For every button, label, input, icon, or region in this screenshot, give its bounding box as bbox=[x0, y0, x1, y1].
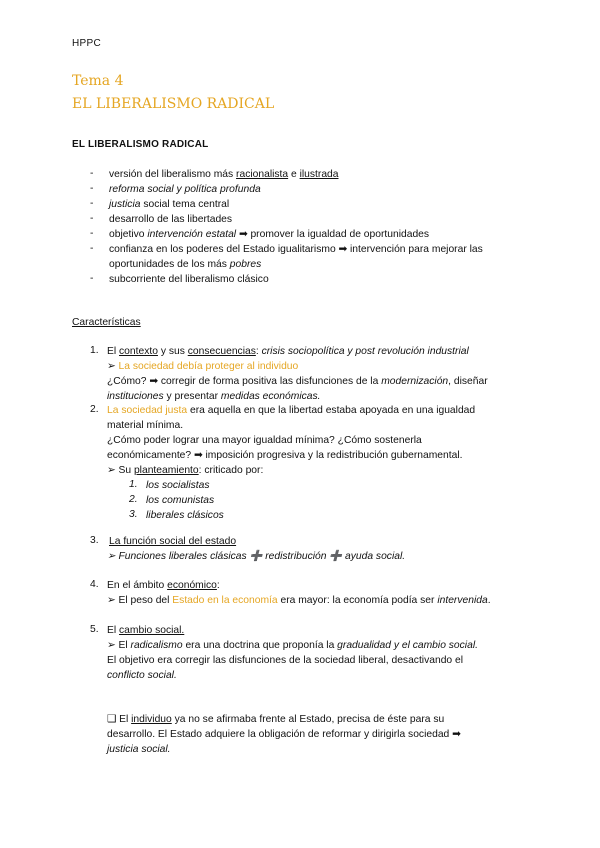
item-text: conflicto social. bbox=[107, 670, 177, 681]
numbered-item bbox=[107, 578, 220, 593]
text-underlined: cambio social. bbox=[119, 625, 185, 636]
highlight-text: La sociedad debía proteger al individuo bbox=[118, 361, 299, 372]
sub-item bbox=[107, 638, 478, 653]
bullet-dash: - bbox=[90, 198, 94, 209]
sub-list-item: los socialistas bbox=[146, 480, 210, 491]
bullet-dash: - bbox=[90, 183, 94, 194]
caracteristicas-heading: Características bbox=[72, 317, 141, 328]
numbered-item: La función social del estado bbox=[109, 536, 237, 547]
text-underlined: planteamiento bbox=[133, 465, 199, 476]
bullet-dash: - bbox=[90, 243, 94, 254]
text-underlined: racionalista bbox=[236, 169, 289, 180]
item-text: ¿Cómo poder lograr una mayor igualdad mínima? ¿Cómo sostenerla bbox=[107, 435, 422, 446]
bullet-dash: - bbox=[90, 213, 94, 224]
list-item: confianza en los poderes del Estado igualitarismo ➡ intervención para mejorar las bbox=[109, 244, 483, 255]
list-item: desarrollo de las libertades bbox=[109, 214, 233, 225]
text: . bbox=[487, 595, 491, 606]
item-text bbox=[107, 374, 488, 389]
item-text: El objetivo era corregir las disfunciones de la sociedad liberal, desactivando el bbox=[107, 655, 464, 666]
sub-item bbox=[107, 463, 263, 478]
text-italic: justicia bbox=[109, 199, 141, 210]
page-title-line1: Tema 4 bbox=[72, 73, 124, 89]
text-underlined: ilustrada bbox=[299, 169, 339, 180]
text: objetivo bbox=[109, 229, 148, 240]
item-text: económicamente? ➡ imposición progresiva y la redistribución gubernamental. bbox=[107, 450, 463, 461]
final-paragraph-line: desarrollo. El Estado adquiere la obligación de reformar y dirigirla sociedad ➡ bbox=[107, 729, 461, 740]
item-number: 3. bbox=[90, 535, 99, 546]
item-number: 2. bbox=[90, 404, 99, 415]
list-item bbox=[109, 167, 339, 182]
text: : bbox=[255, 346, 262, 357]
sub-item: ➢ Funciones liberales clásicas ➕ redistribución ➕ ayuda social. bbox=[107, 551, 406, 562]
checkbox-bullet-text: ❑ El bbox=[107, 714, 132, 725]
highlight-text: Estado en la economía bbox=[172, 595, 278, 606]
numbered-item bbox=[107, 623, 184, 638]
item-number: 4. bbox=[90, 579, 99, 590]
text: e bbox=[288, 169, 300, 180]
final-paragraph-line bbox=[107, 712, 444, 727]
item-number: 5. bbox=[90, 624, 99, 635]
page-title-line2: EL LIBERALISMO RADICAL bbox=[72, 96, 275, 112]
text: : criticado por: bbox=[198, 465, 264, 476]
bullet-dash: - bbox=[90, 168, 94, 179]
sub-item bbox=[107, 359, 298, 374]
text: , diseñar bbox=[448, 376, 488, 387]
item-number: 1. bbox=[90, 345, 99, 356]
text-italic: medidas económicas. bbox=[220, 391, 321, 402]
sub-item-number: 2. bbox=[129, 494, 138, 505]
text: El bbox=[107, 346, 120, 357]
text-underlined: individuo bbox=[131, 714, 172, 725]
text-underlined: consecuencias bbox=[187, 346, 256, 357]
page-header: HPPC bbox=[72, 38, 101, 49]
section-heading: EL LIBERALISMO RADICAL bbox=[72, 139, 209, 150]
text: El bbox=[107, 625, 120, 636]
text-italic: instituciones bbox=[107, 391, 164, 402]
list-item bbox=[109, 227, 429, 242]
text-italic: pobres bbox=[229, 259, 262, 270]
text-italic: gradualidad y el cambio social. bbox=[337, 640, 478, 651]
text-italic: intervención estatal bbox=[147, 229, 237, 240]
text: y presentar bbox=[163, 391, 221, 402]
text: era una doctrina que proponía la bbox=[182, 640, 338, 651]
list-item: subcorriente del liberalismo clásico bbox=[109, 274, 269, 285]
list-item-continuation bbox=[109, 257, 261, 272]
bullet-dash: - bbox=[90, 273, 94, 284]
text-italic: modernización bbox=[381, 376, 449, 387]
text: era mayor: la economía podía ser bbox=[277, 595, 438, 606]
highlight-text: La sociedad justa bbox=[107, 405, 188, 416]
text: versión del liberalismo más bbox=[109, 169, 237, 180]
text: ➢ Su bbox=[107, 465, 134, 476]
text-underlined: económico bbox=[167, 580, 217, 591]
item-text bbox=[107, 389, 321, 404]
text-italic: intervenida bbox=[437, 595, 488, 606]
text-italic: radicalismo bbox=[130, 640, 183, 651]
text: : bbox=[216, 580, 220, 591]
sub-list-item: los comunistas bbox=[146, 495, 215, 506]
text: era aquella en que la libertad estaba apoyada en una igualdad bbox=[187, 405, 476, 416]
text-italic: crisis sociopolítica y post revolución industrial bbox=[261, 346, 469, 357]
text: ¿Cómo? ➡ corregir de forma positiva las disfunciones de la bbox=[107, 376, 382, 387]
text: ya no se afirmaba frente al Estado, precisa de éste para su bbox=[171, 714, 445, 725]
final-paragraph-line: justicia social. bbox=[107, 744, 171, 755]
text: y sus bbox=[157, 346, 188, 357]
item-text: material mínima. bbox=[107, 420, 184, 431]
sub-list-item: liberales clásicos bbox=[146, 510, 224, 521]
list-item bbox=[109, 197, 229, 212]
sub-item-number: 1. bbox=[129, 479, 138, 490]
sub-item bbox=[107, 593, 491, 608]
bullet-dash: - bbox=[90, 228, 94, 239]
text: ➢ El bbox=[107, 640, 131, 651]
text: ➡ promover la igualdad de oportunidades bbox=[236, 229, 430, 240]
text: social tema central bbox=[140, 199, 230, 210]
text: En el ámbito bbox=[107, 580, 168, 591]
arrow-icon: ➢ bbox=[107, 361, 119, 372]
sub-item-number: 3. bbox=[129, 509, 138, 520]
numbered-item bbox=[107, 344, 469, 359]
list-item: reforma social y política profunda bbox=[109, 184, 261, 195]
text: ➢ El peso del bbox=[107, 595, 173, 606]
numbered-item bbox=[107, 403, 475, 418]
text: oportunidades de los más bbox=[109, 259, 230, 270]
text-underlined: contexto bbox=[119, 346, 158, 357]
